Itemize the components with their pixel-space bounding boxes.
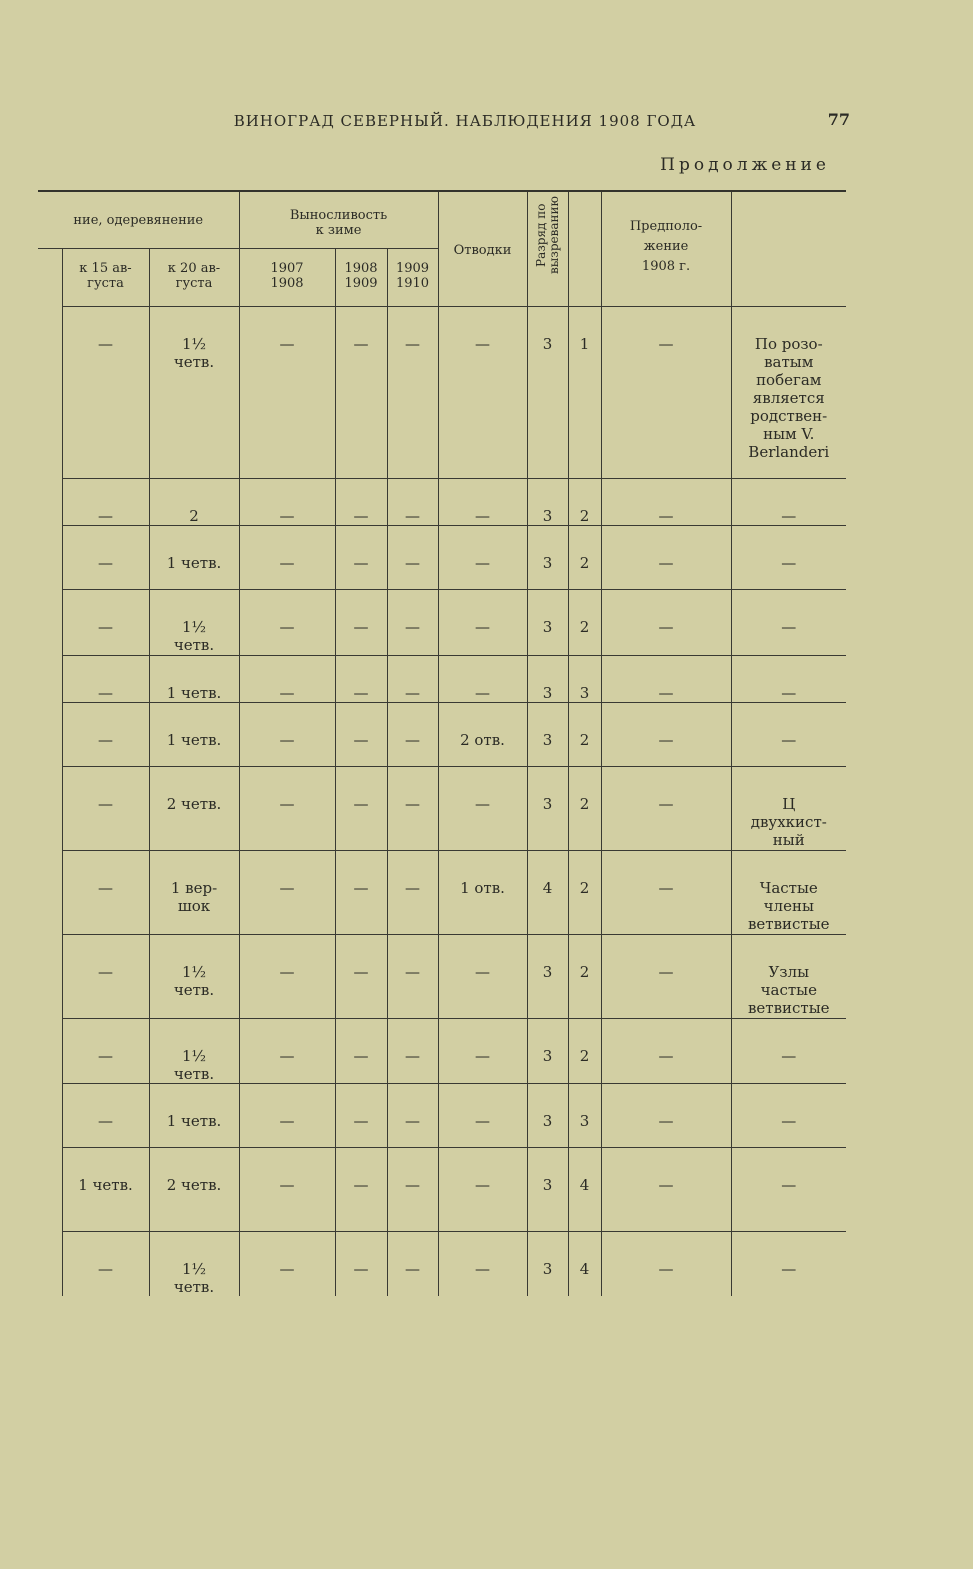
cell-rank: 3 [527,934,568,1018]
cell-w2: — [335,1231,387,1296]
cell-w2: — [335,1147,387,1231]
cell-assumption: — [601,702,731,766]
cell-w3: — [387,766,438,850]
row-margin [38,589,62,655]
cell-w1: — [239,1147,335,1231]
cell-aug15: 1 четв. [62,1147,149,1231]
cell-w1: — [239,478,335,525]
header-hardiness-group: Выносливость к зиме [239,191,438,248]
cell-w2: — [335,589,387,655]
cell-assumption: — [601,478,731,525]
header-winter-1907: 1907 1908 [239,248,335,306]
running-title: ВИНОГРАД СЕВЕРНЫЙ. НАБЛЮДЕНИЯ 1908 ГОДА [233,112,697,130]
cell-assumption: — [601,589,731,655]
cell-rank: 3 [527,655,568,702]
cell-n: 2 [568,1018,601,1083]
cell-w3: — [387,589,438,655]
cell-assumption: — [601,1231,731,1296]
cell-aug15: — [62,934,149,1018]
table-row [38,702,846,766]
cell-note: Ц двухкист- ный [731,766,846,850]
cell-layers: — [438,1231,527,1296]
header-aug15: к 15 ав- густа [62,248,149,306]
cell-w2: — [335,850,387,934]
cell-note: — [731,525,846,589]
cell-aug15: — [62,306,149,478]
cell-w2: — [335,525,387,589]
cell-w1: — [239,1231,335,1296]
cell-note: — [731,702,846,766]
cell-layers: — [438,766,527,850]
cell-n: 4 [568,1147,601,1231]
cell-rank: 3 [527,702,568,766]
table-row [38,589,846,655]
cell-aug20: 1 четв. [149,525,239,589]
cell-aug20: 1½ четв. [149,1018,239,1083]
cell-aug20: 1½ четв. [149,934,239,1018]
cell-note: — [731,1231,846,1296]
header-layers: Отводки [438,191,527,306]
cell-w1: — [239,525,335,589]
cell-aug20: 2 четв. [149,766,239,850]
table-row [38,478,846,525]
row-margin [38,525,62,589]
cell-w3: — [387,934,438,1018]
table-row [38,1231,846,1296]
cell-rank: 4 [527,850,568,934]
row-margin [38,306,62,478]
cell-w2: — [335,655,387,702]
row-margin [38,1083,62,1147]
table-row [38,306,846,478]
cell-assumption: — [601,766,731,850]
header-number [568,191,601,306]
cell-n: 3 [568,655,601,702]
cell-layers: — [438,1018,527,1083]
cell-layers: 1 отв. [438,850,527,934]
cell-aug20: 2 [149,478,239,525]
cell-w3: — [387,655,438,702]
cell-layers: — [438,1083,527,1147]
cell-n: 2 [568,850,601,934]
cell-aug20: 1 вер- шок [149,850,239,934]
cell-aug15: — [62,525,149,589]
cell-note: Узлы частые ветвистые [731,934,846,1018]
cell-w3: — [387,1083,438,1147]
cell-aug15: — [62,766,149,850]
cell-note: — [731,655,846,702]
cell-n: 1 [568,306,601,478]
cell-w1: — [239,655,335,702]
cell-w1: — [239,1018,335,1083]
row-margin [38,1231,62,1296]
cell-w1: — [239,1083,335,1147]
cell-rank: 3 [527,1018,568,1083]
header-rank-text: Разряд по вызреванию [533,196,561,274]
cell-aug15: — [62,850,149,934]
cell-aug20: 1½ четв. [149,306,239,478]
cell-layers: — [438,655,527,702]
cell-aug15: — [62,589,149,655]
row-margin [38,1018,62,1083]
table-row [38,1147,846,1231]
header-rank [527,191,568,306]
table-row [38,1018,846,1083]
continuation-label: Продолжение [660,155,830,175]
row-margin [38,702,62,766]
cell-w2: — [335,1018,387,1083]
cell-assumption: — [601,1147,731,1231]
row-margin [38,766,62,850]
cell-w1: — [239,702,335,766]
cell-w2: — [335,934,387,1018]
cell-rank: 3 [527,306,568,478]
cell-aug20: 1 четв. [149,1083,239,1147]
cell-rank: 3 [527,766,568,850]
cell-w3: — [387,525,438,589]
cell-layers: — [438,589,527,655]
row-margin [38,934,62,1018]
cell-aug15: — [62,655,149,702]
table-row [38,934,846,1018]
cell-aug20: 2 четв. [149,1147,239,1231]
header-blank [38,248,62,306]
cell-w1: — [239,766,335,850]
cell-aug20: 1½ четв. [149,1231,239,1296]
header-aug20: к 20 ав- густа [149,248,239,306]
row-margin [38,1147,62,1231]
cell-w1: — [239,934,335,1018]
header-ripening-group: ние, одеревянение [38,191,239,248]
cell-aug15: — [62,1231,149,1296]
page-number: 77 [827,110,850,129]
cell-layers: — [438,525,527,589]
cell-w3: — [387,1147,438,1231]
table-row [38,766,846,850]
cell-rank: 3 [527,1083,568,1147]
cell-n: 2 [568,589,601,655]
cell-n: 2 [568,766,601,850]
header-winter-1908: 1908 1909 [335,248,387,306]
cell-note: Частые члены ветвистые [731,850,846,934]
cell-w3: — [387,702,438,766]
header-note [731,191,846,306]
cell-w2: — [335,306,387,478]
cell-w2: — [335,702,387,766]
cell-aug15: — [62,478,149,525]
cell-n: 2 [568,934,601,1018]
cell-assumption: — [601,850,731,934]
cell-aug20: 1 четв. [149,702,239,766]
cell-rank: 3 [527,1231,568,1296]
cell-w3: — [387,306,438,478]
cell-rank: 3 [527,589,568,655]
cell-n: 2 [568,702,601,766]
table-row [38,1083,846,1147]
cell-assumption: — [601,1083,731,1147]
cell-rank: 3 [527,525,568,589]
cell-note: — [731,589,846,655]
row-margin [38,850,62,934]
cell-aug20: 1½ четв. [149,589,239,655]
cell-w2: — [335,1083,387,1147]
cell-w2: — [335,766,387,850]
cell-layers: — [438,306,527,478]
cell-w1: — [239,589,335,655]
cell-assumption: — [601,525,731,589]
cell-aug15: — [62,1083,149,1147]
cell-aug15: — [62,1018,149,1083]
cell-note: — [731,1018,846,1083]
cell-n: 4 [568,1231,601,1296]
cell-layers: — [438,934,527,1018]
cell-assumption: — [601,1018,731,1083]
header-winter-1909: 1909 1910 [387,248,438,306]
row-margin [38,655,62,702]
cell-note: — [731,1147,846,1231]
cell-aug15: — [62,702,149,766]
cell-layers: — [438,1147,527,1231]
cell-n: 2 [568,478,601,525]
cell-w1: — [239,306,335,478]
cell-layers: 2 отв. [438,702,527,766]
cell-assumption: — [601,306,731,478]
cell-w1: — [239,850,335,934]
cell-note: — [731,1083,846,1147]
observations-table [38,190,846,1296]
cell-n: 2 [568,525,601,589]
cell-note: — [731,478,846,525]
table-row [38,655,846,702]
cell-rank: 3 [527,1147,568,1231]
cell-rank: 3 [527,478,568,525]
table-row [38,525,846,589]
header-assumption: Предполо- жение 1908 г. [601,191,731,306]
cell-note: По розо- ватым побегам является родствен- ным V. Berlanderi [731,306,846,478]
cell-n: 3 [568,1083,601,1147]
cell-aug20: 1 четв. [149,655,239,702]
table-row [38,850,846,934]
cell-assumption: — [601,934,731,1018]
cell-w3: — [387,1018,438,1083]
cell-w2: — [335,478,387,525]
cell-assumption: — [601,655,731,702]
cell-layers: — [438,478,527,525]
cell-w3: — [387,1231,438,1296]
cell-w3: — [387,850,438,934]
row-margin [38,478,62,525]
cell-w3: — [387,478,438,525]
